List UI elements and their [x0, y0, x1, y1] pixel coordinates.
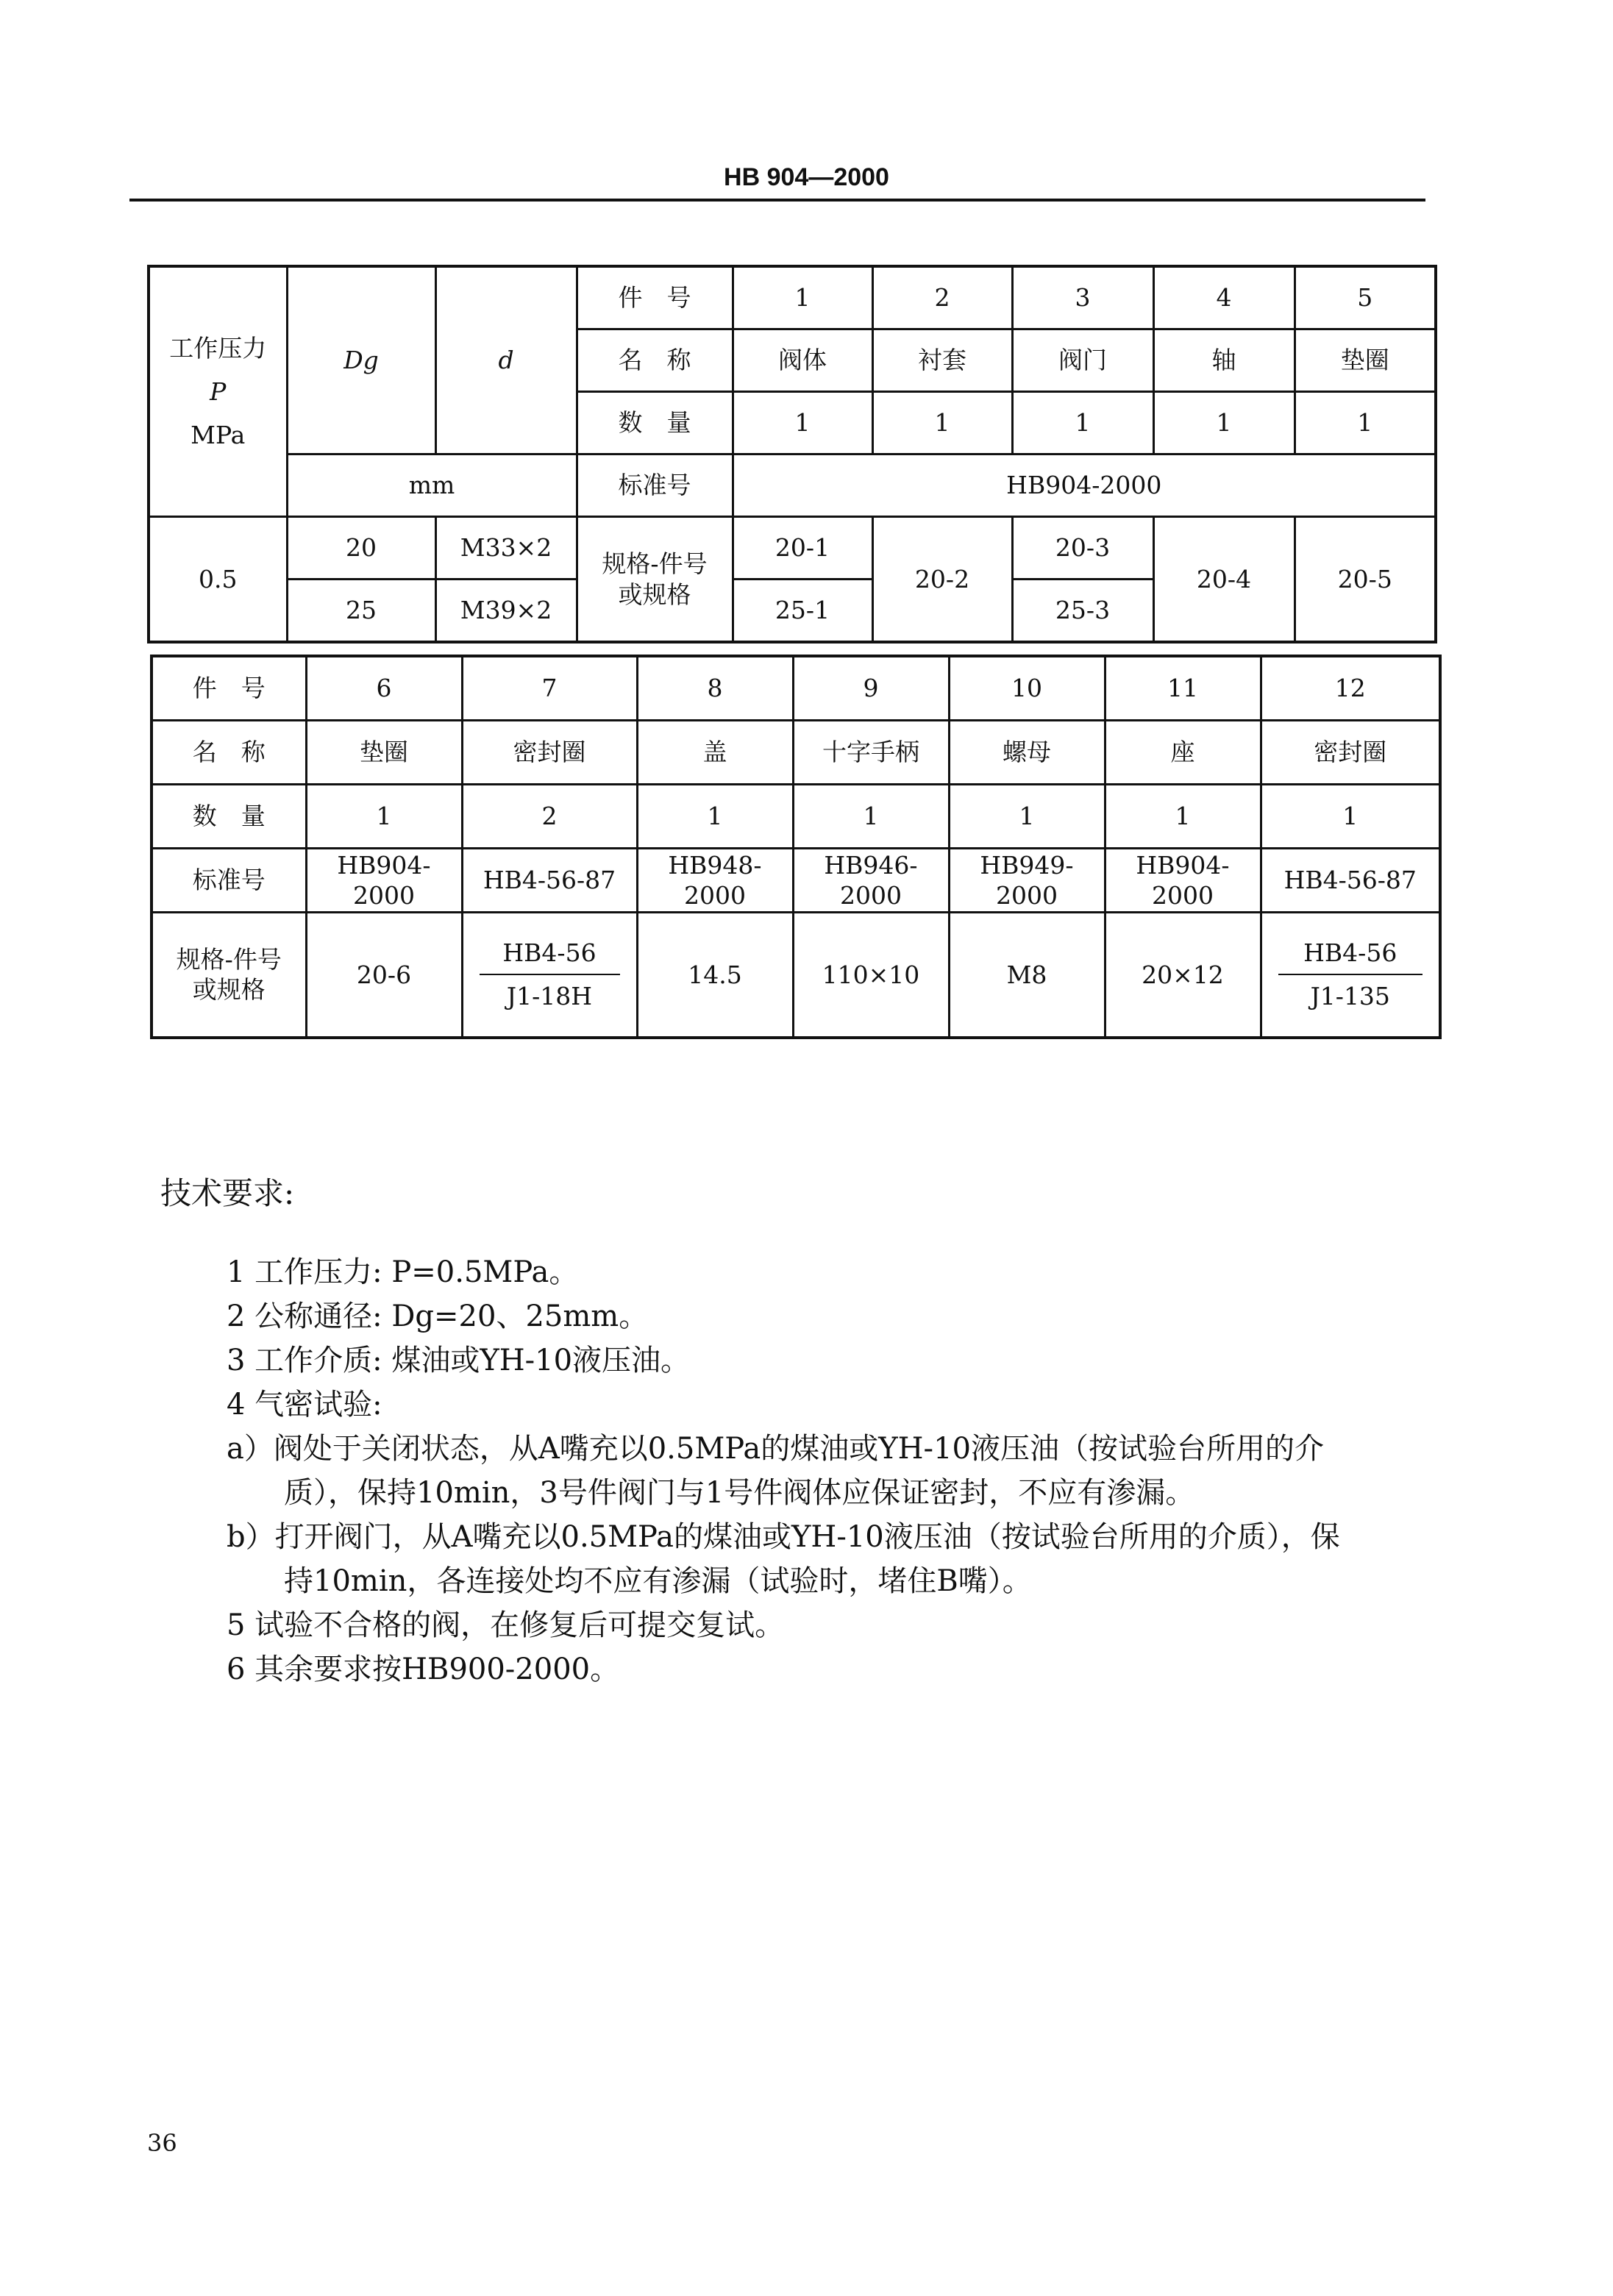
table-row: [152, 721, 1440, 785]
requirement-item-continued: 质），保持10min，3号件阀门与1号件阀体应保证密封，不应有渗漏。: [284, 1476, 1195, 1510]
document-code: HB 904—2000: [724, 163, 889, 191]
header-rule: [129, 199, 1425, 202]
part-no-cell: 8: [637, 656, 793, 721]
name-cell: 座: [1105, 721, 1261, 785]
requirement-item: a）阀处于关闭状态，从A嘴充以0.5MPa的煤油或YH-10液压油（按试验台所用的介: [227, 1432, 1324, 1466]
standard-label: 标准号: [152, 849, 306, 913]
requirements-title: 技术要求:: [160, 1175, 295, 1211]
qty-label: 数 量: [577, 392, 733, 454]
spec-cell: 20-1: [733, 517, 872, 580]
requirement-item: 3 工作介质: 煤油或YH-10液压油。: [227, 1344, 691, 1377]
table-row: [149, 266, 1436, 329]
requirement-item: 6 其余要求按HB900-2000。: [227, 1653, 620, 1686]
requirement-item: 4 气密试验:: [227, 1388, 382, 1422]
name-cell: 密封圈: [1261, 721, 1440, 785]
dg-value: 25: [287, 580, 435, 643]
table-row: [152, 656, 1440, 721]
part-no-cell: 1: [733, 266, 872, 329]
unit-mm: mm: [287, 454, 577, 517]
spec-cell: 20-6: [306, 913, 462, 1038]
part-no-cell: 9: [793, 656, 949, 721]
standard-cell: HB946-2000: [793, 849, 949, 913]
part-no-cell: 4: [1153, 266, 1295, 329]
name-cell: 垫圈: [1295, 329, 1436, 392]
part-no-cell: 2: [872, 266, 1012, 329]
d-value: M33×2: [435, 517, 577, 580]
spec-cell: M8: [949, 913, 1105, 1038]
requirement-item-continued: 持10min，各连接处均不应有渗漏（试验时，堵住B嘴）。: [284, 1564, 1032, 1598]
name-label: 名 称: [152, 721, 306, 785]
qty-cell: 1: [1261, 785, 1440, 849]
requirement-item: b）打开阀门，从A嘴充以0.5MPa的煤油或YH-10液压油（按试验台所用的介质），保: [227, 1520, 1340, 1554]
part-no-label: 件 号: [152, 656, 306, 721]
requirement-item: 1 工作压力: P=0.5MPa。: [227, 1255, 579, 1289]
spec-cell-fraction: [462, 913, 637, 1038]
spec-cell: 25-3: [1012, 580, 1153, 643]
qty-cell: 1: [1153, 392, 1295, 454]
standard-cell: HB4-56-87: [1261, 849, 1440, 913]
pressure-symbol: P: [210, 377, 227, 406]
qty-cell: 1: [1012, 392, 1153, 454]
name-cell: 阀门: [1012, 329, 1153, 392]
qty-cell: 1: [1295, 392, 1436, 454]
requirement-item: 2 公称通径: Dg=20、25mm。: [227, 1299, 649, 1333]
table-row: [149, 454, 1436, 517]
spec-label: 规格-件号 或规格: [152, 913, 306, 1038]
pressure-value: 0.5: [149, 517, 287, 643]
qty-cell: 1: [949, 785, 1105, 849]
dg-value: 20: [287, 517, 435, 580]
standard-cell: HB4-56-87: [462, 849, 637, 913]
spec-cell: 20-5: [1295, 517, 1436, 643]
requirements-list: [227, 1250, 1462, 1691]
pressure-header-cell: [149, 266, 287, 517]
part-no-cell: 11: [1105, 656, 1261, 721]
spec-fraction-bottom: J1-18H: [506, 982, 593, 1011]
qty-cell: 1: [306, 785, 462, 849]
table-row: [152, 913, 1440, 1038]
spec-fraction-top: HB4-56: [1278, 938, 1423, 975]
spec-fraction-top: HB4-56: [480, 938, 620, 975]
standard-label: 标准号: [577, 454, 733, 517]
qty-label: 数 量: [152, 785, 306, 849]
name-cell: 密封圈: [462, 721, 637, 785]
part-no-label: 件 号: [577, 266, 733, 329]
standard-cell: HB948-2000: [637, 849, 793, 913]
name-cell: 垫圈: [306, 721, 462, 785]
name-cell: 盖: [637, 721, 793, 785]
d-header: d: [435, 266, 577, 454]
standard-cell: HB904-2000: [733, 454, 1436, 517]
table-row: [149, 517, 1436, 580]
pressure-label: 工作压力: [169, 333, 267, 363]
requirement-item: 5 试验不合格的阀，在修复后可提交复试。: [227, 1608, 785, 1642]
pressure-unit: MPa: [191, 421, 246, 450]
parts-table-top: [147, 265, 1437, 643]
qty-cell: 2: [462, 785, 637, 849]
spec-cell-fraction: [1261, 913, 1440, 1038]
part-no-cell: 12: [1261, 656, 1440, 721]
spec-cell: 20-4: [1153, 517, 1295, 643]
part-no-cell: 10: [949, 656, 1105, 721]
dg-header: Dg: [287, 266, 435, 454]
part-no-cell: 6: [306, 656, 462, 721]
spec-cell: 20-2: [872, 517, 1012, 643]
standard-cell: HB904-2000: [1105, 849, 1261, 913]
qty-cell: 1: [637, 785, 793, 849]
table-row: [152, 849, 1440, 913]
page-number: 36: [147, 2129, 177, 2157]
spec-label: 规格-件号 或规格: [577, 517, 733, 643]
standard-cell: HB904-2000: [306, 849, 462, 913]
standard-cell: HB949-2000: [949, 849, 1105, 913]
qty-cell: 1: [793, 785, 949, 849]
part-no-cell: 5: [1295, 266, 1436, 329]
table-row: [152, 785, 1440, 849]
name-cell: 十字手柄: [793, 721, 949, 785]
spec-cell: 14.5: [637, 913, 793, 1038]
parts-table-bottom: [150, 655, 1442, 1039]
name-label: 名 称: [577, 329, 733, 392]
qty-cell: 1: [1105, 785, 1261, 849]
spec-cell: 25-1: [733, 580, 872, 643]
d-value: M39×2: [435, 580, 577, 643]
part-no-cell: 3: [1012, 266, 1153, 329]
name-cell: 衬套: [872, 329, 1012, 392]
name-cell: 阀体: [733, 329, 872, 392]
spec-cell: 20×12: [1105, 913, 1261, 1038]
qty-cell: 1: [733, 392, 872, 454]
spec-cell: 20-3: [1012, 517, 1153, 580]
name-cell: 螺母: [949, 721, 1105, 785]
spec-cell: 110×10: [793, 913, 949, 1038]
qty-cell: 1: [872, 392, 1012, 454]
spec-fraction-bottom: J1-135: [1310, 982, 1390, 1011]
part-no-cell: 7: [462, 656, 637, 721]
name-cell: 轴: [1153, 329, 1295, 392]
